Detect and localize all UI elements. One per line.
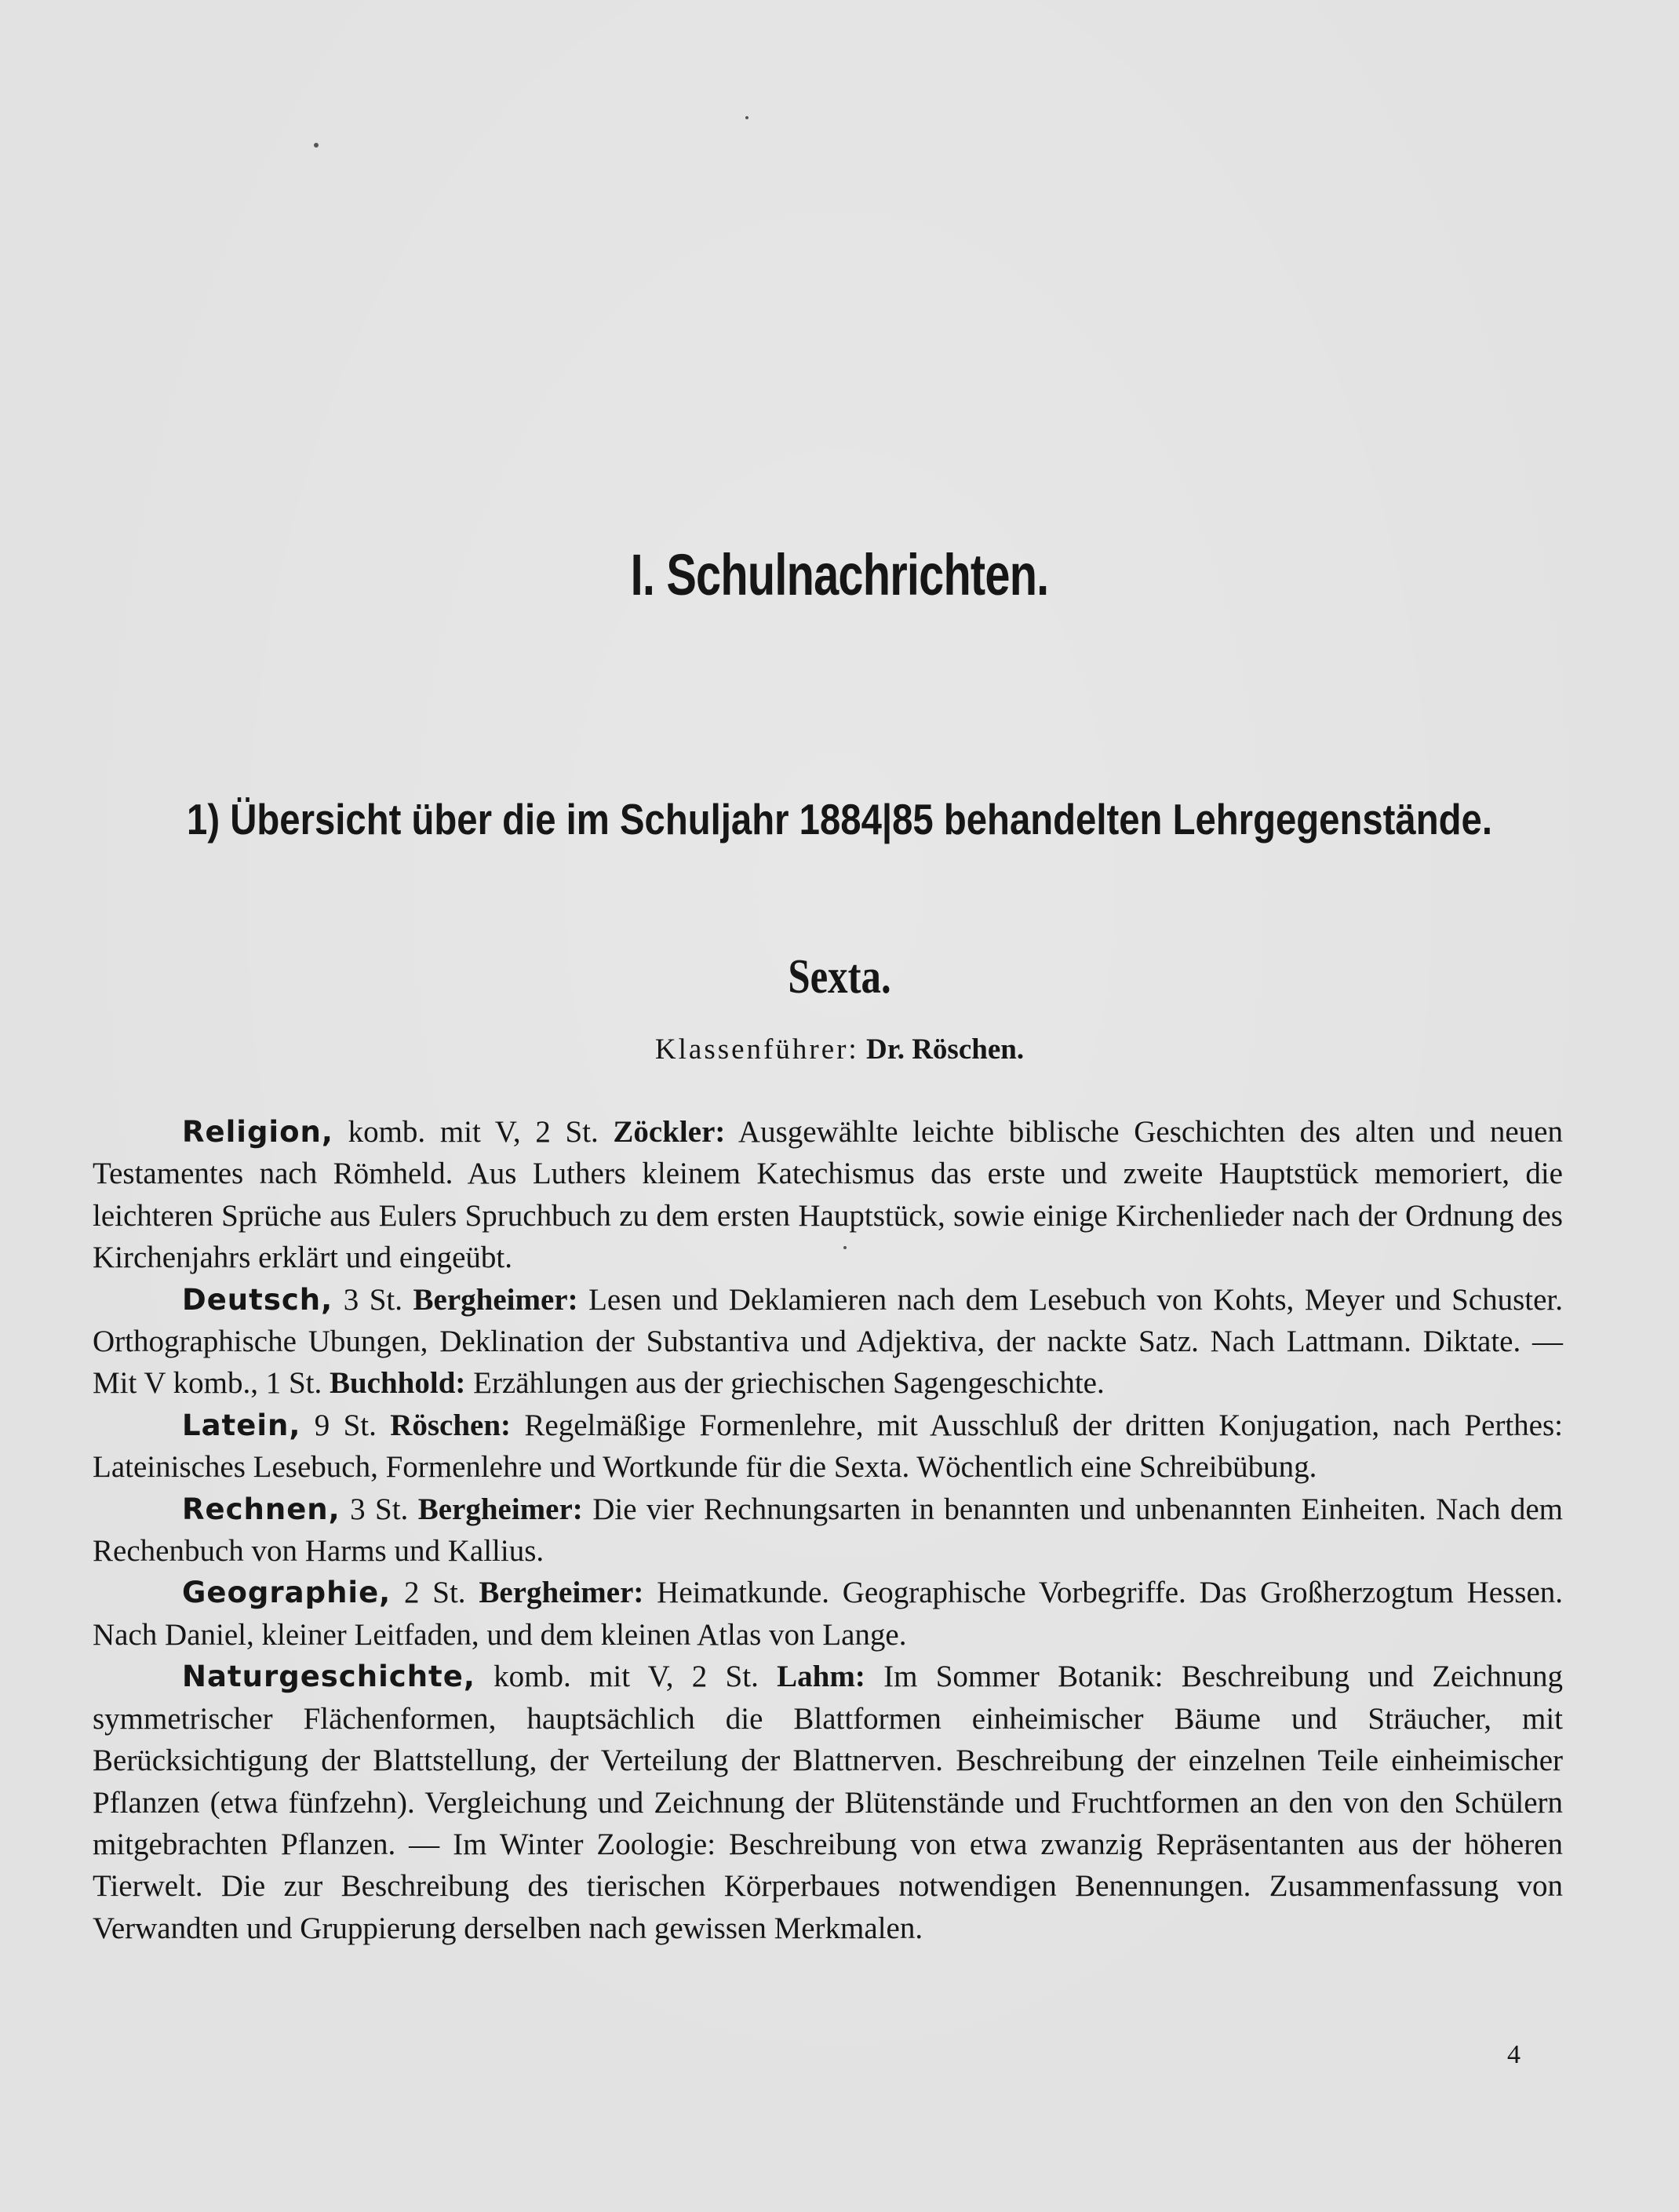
- subject-teacher: Bergheimer:: [479, 1576, 644, 1610]
- subject-name: Latein,: [182, 1408, 301, 1442]
- subject-text: Ausgewählte leichte biblische Geschichten des alten und neuen Testamentes nach Römheld. Aus Luthers kleinem Katechismus das erste und zweite Hauptstück memoriert, die leichteren Sprüche aus Eulers Spruchbuch zu dem ersten Hauptstück, sowie einige Kirchenlieder nach der Ordnung des Kirchenjahrs erklärt und eingeübt.: [93, 1115, 1563, 1275]
- speck-mark: [314, 143, 319, 148]
- subject-name: Deutsch,: [182, 1282, 333, 1317]
- subjects-text: [93, 1111, 1563, 1949]
- subject-text: Lesen und Deklamieren nach dem Lesebuch von Kohts, Meyer und Schuster. Orthographische Ubungen, Deklination der Substantiva und Adjektiva, der nackte Satz. Nach Lattmann. Diktate. — Mit V komb., 1 St.: [93, 1282, 1564, 1401]
- subject-text: Die vier Rechnungsarten in benannten und unbenannten Einheiten. Nach dem Rechenbuch von Harms und Kallius.: [93, 1492, 1564, 1569]
- subject-hours: komb. mit V, 2 St.: [494, 1660, 759, 1694]
- subject-teacher: Lahm:: [777, 1660, 865, 1694]
- section-title: I. Schulnachrichten.: [630, 542, 1049, 607]
- subject-name: Naturgeschichte,: [182, 1660, 475, 1694]
- subject-hours: 9 St.: [314, 1408, 377, 1442]
- subject-paragraph-geographie: [93, 1572, 1563, 1656]
- subject-text-secondary: Erzählungen aus der griechischen Sagengeschichte.: [473, 1366, 1105, 1401]
- speck-mark: [745, 116, 748, 119]
- subject-teacher: Zöckler:: [613, 1115, 726, 1149]
- overview-title: 1) Übersicht über die im Schuljahr 1884|85 behandelten Lehrgegenstände.: [187, 795, 1492, 844]
- class-teacher-label: Klassenführer:: [654, 1033, 859, 1066]
- subject-name: Rechnen,: [182, 1492, 341, 1526]
- subject-paragraph-religion: [93, 1111, 1563, 1279]
- subject-text: Regelmäßige Formenlehre, mit Ausschluß der dritten Konjugation, nach Perthes: Lateinisches Lesebuch, Formenlehre und Wortkunde für die Sexta. Wöchentlich eine Schreibübung.: [93, 1408, 1564, 1485]
- subject-text: Im Sommer Botanik: Beschreibung und Zeichnung symmetrischer Flächenformen, hauptsächlich die Blattformen einheimischer Bäume und Sträucher, mit Berücksichtigung der Blattstellung, der Verteilung der Blattnerven. Beschreibung der einzelnen Teile einheimischer Pflanzen (etwa fünfzehn). Vergleichung und Zeichnung der Blütenstände und Fruchtformen an den von den Schülern mitgebrachten Pflanzen. — Im Winter Zoologie: Beschreibung von etwa zwanzig Repräsentanten aus der höheren Tierwelt. Die zur Beschreibung des tierischen Körperbaues notwendigen Benennungen. Zusammenfassung von Verwandten und Gruppierung derselben nach gewissen Merkmalen.: [93, 1660, 1564, 1945]
- subject-hours: 3 St.: [343, 1282, 402, 1317]
- subject-teacher-secondary: Buchhold:: [329, 1366, 466, 1401]
- class-teacher-line: [0, 1033, 1679, 1066]
- subject-teacher: Bergheimer:: [413, 1282, 578, 1317]
- subject-name: Religion,: [182, 1115, 333, 1149]
- subject-teacher: Bergheimer:: [417, 1492, 583, 1526]
- subject-paragraph-rechnen: [93, 1489, 1563, 1572]
- subject-paragraph-naturgeschichte: [93, 1656, 1563, 1949]
- class-teacher-name: Dr. Röschen.: [865, 1033, 1025, 1066]
- subject-hours: 3 St.: [350, 1492, 409, 1526]
- subject-text: Heimatkunde. Geographische Vorbegriffe. Das Großherzogtum Hessen. Nach Daniel, kleiner Leitfaden, und dem kleinen Atlas von Lange.: [93, 1576, 1564, 1652]
- subject-name: Geographie,: [182, 1576, 392, 1610]
- class-title: Sexta.: [788, 950, 891, 1004]
- subject-paragraph-latein: [93, 1405, 1563, 1489]
- page-number: 4: [1507, 2040, 1521, 2069]
- subject-paragraph-deutsch: [93, 1279, 1563, 1405]
- subject-teacher: Röschen:: [390, 1408, 512, 1442]
- subject-hours: 2 St.: [404, 1576, 466, 1610]
- subject-hours: komb. mit V, 2 St.: [348, 1115, 599, 1149]
